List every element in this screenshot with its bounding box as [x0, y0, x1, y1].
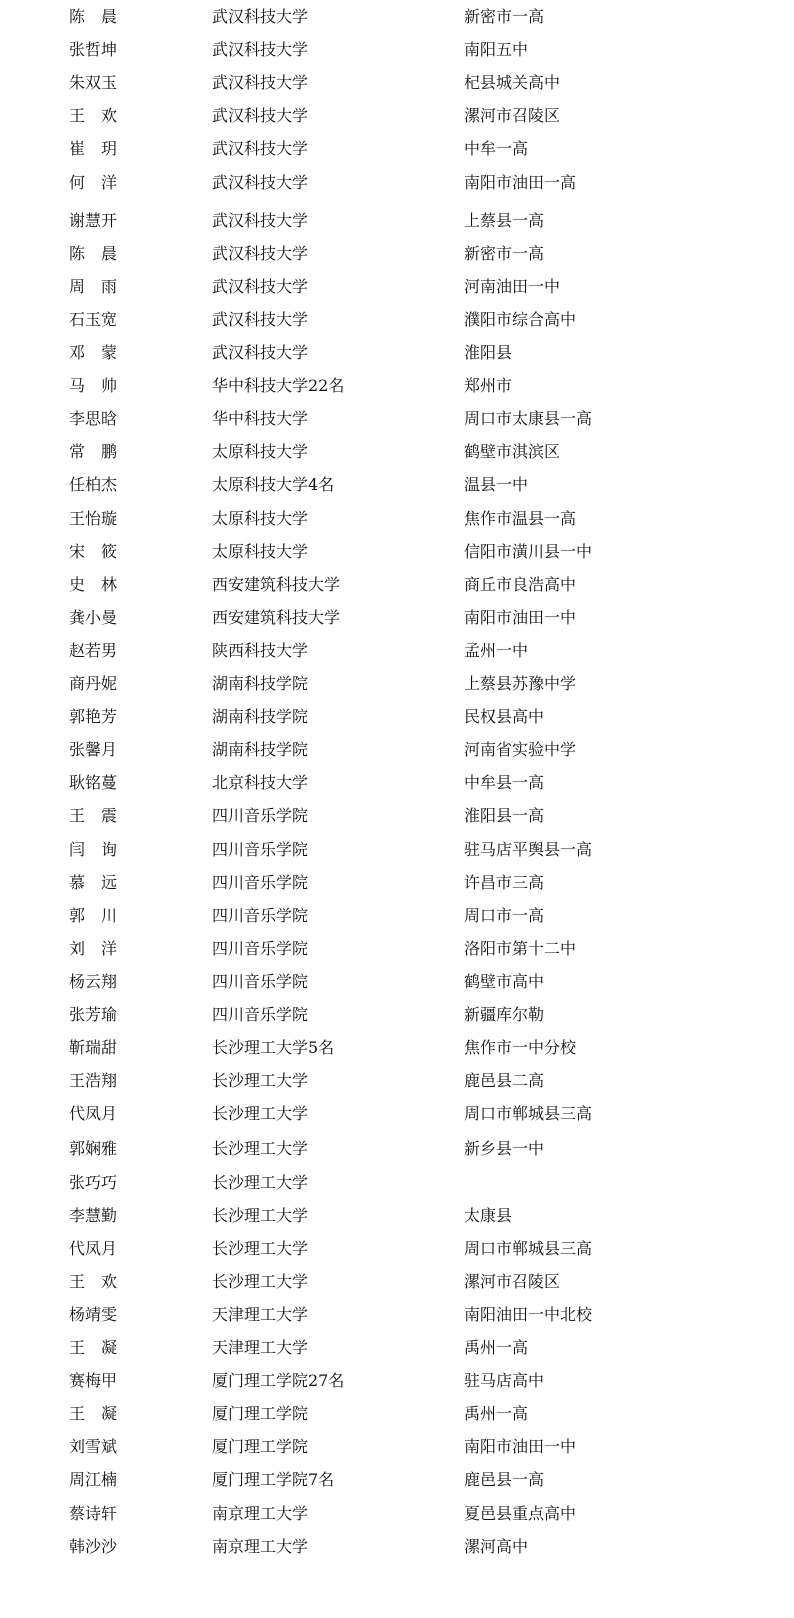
- table-row: [0, 4, 794, 30]
- student-name: 郭艳芳: [69, 707, 118, 727]
- admitted-school: 长沙理工大学: [212, 1104, 309, 1124]
- table-row: [0, 903, 794, 929]
- origin-school: 禹州一高: [464, 1404, 529, 1424]
- student-name: 崔 玥: [69, 139, 118, 159]
- student-name: 王 震: [69, 806, 118, 826]
- admitted-school: 太原科技大学: [212, 442, 309, 462]
- admitted-school: 陕西科技大学: [212, 640, 309, 660]
- table-row: [0, 1467, 794, 1493]
- origin-school: 禹州一高: [464, 1338, 529, 1357]
- admitted-school: 武汉科技大学: [212, 7, 309, 26]
- admitted-school: 长沙理工大学: [212, 1172, 309, 1192]
- student-name: 常 鹏: [69, 442, 118, 462]
- origin-school: 商丘市良浩高中: [464, 574, 577, 594]
- admitted-school: 武汉科技大学: [212, 343, 309, 362]
- origin-school: 中牟一高: [464, 139, 529, 159]
- student-name: 邓 蒙: [69, 343, 118, 362]
- student-name: 张巧巧: [69, 1172, 118, 1192]
- table-row: [0, 103, 794, 129]
- table-row: [0, 1434, 794, 1460]
- table-row: [0, 803, 794, 829]
- admitted-school: 四川音乐学院: [212, 971, 309, 991]
- student-name: 慕 远: [69, 872, 118, 892]
- student-name: 何 洋: [69, 172, 118, 192]
- origin-school: 孟州一中: [464, 640, 529, 660]
- table-row: [0, 1203, 794, 1229]
- student-name: 郭娴雅: [69, 1139, 118, 1159]
- table-row: [0, 737, 794, 763]
- origin-school: 漯河市召陵区: [464, 1271, 561, 1291]
- student-name: 杨云翔: [69, 971, 118, 991]
- table-row: [0, 136, 794, 162]
- origin-school: 杞县城关高中: [464, 73, 561, 93]
- origin-school: 南阳市油田一高: [464, 172, 577, 192]
- admitted-school: 太原科技大学: [212, 541, 309, 561]
- table-row: [0, 439, 794, 465]
- table-row: [0, 936, 794, 962]
- student-name: 代凤月: [69, 1104, 118, 1124]
- origin-school: 焦作市温县一高: [464, 508, 577, 528]
- admitted-school: 武汉科技大学: [212, 276, 309, 296]
- student-name: 赵若男: [69, 640, 118, 660]
- origin-school: 周口市郸城县三高: [464, 1104, 593, 1124]
- admitted-school: 天津理工大学: [212, 1338, 309, 1357]
- student-name: 谢慧开: [69, 210, 118, 230]
- admitted-school: 长沙理工大学: [212, 1238, 309, 1258]
- admitted-school: 南京理工大学: [212, 1503, 309, 1523]
- table-row: [0, 1170, 794, 1196]
- table-row: [0, 406, 794, 432]
- table-row: [0, 770, 794, 796]
- admitted-school: 厦门理工学院27名: [212, 1371, 345, 1391]
- admitted-school: 长沙理工大学: [212, 1071, 309, 1091]
- admitted-school: 四川音乐学院: [212, 839, 309, 859]
- admitted-school: 太原科技大学4名: [212, 475, 335, 495]
- admitted-school: 四川音乐学院: [212, 905, 309, 925]
- origin-school: 驻马店平舆县一高: [464, 839, 593, 859]
- table-row: [0, 340, 794, 366]
- student-name: 王 凝: [69, 1404, 118, 1424]
- origin-school: 许昌市三高: [464, 872, 545, 892]
- student-name: 王浩翔: [69, 1071, 118, 1091]
- origin-school: 南阳市油田一中: [464, 1437, 577, 1457]
- table-row: [0, 1002, 794, 1028]
- admitted-school: 湖南科技学院: [212, 740, 309, 760]
- table-row: [0, 1269, 794, 1295]
- table-row: [0, 1236, 794, 1262]
- student-name: 刘雪斌: [69, 1437, 118, 1457]
- admitted-school: 长沙理工大学: [212, 1271, 309, 1291]
- student-name: 陈 晨: [69, 243, 118, 263]
- student-name: 李思晗: [69, 409, 118, 429]
- admitted-school: 四川音乐学院: [212, 806, 309, 826]
- student-name: 王 欢: [69, 106, 118, 126]
- table-row: [0, 1101, 794, 1127]
- table-row: [0, 170, 794, 196]
- student-name: 石玉宽: [69, 309, 118, 329]
- table-row: [0, 1035, 794, 1061]
- student-name: 杨靖雯: [69, 1304, 118, 1324]
- student-name: 张馨月: [69, 740, 118, 760]
- admitted-school: 湖南科技学院: [212, 674, 309, 693]
- table-row: [0, 870, 794, 896]
- student-name: 闫 询: [69, 839, 118, 859]
- table-row: [0, 969, 794, 995]
- table-row: [0, 704, 794, 730]
- origin-school: 鹿邑县二高: [464, 1071, 545, 1091]
- admitted-school: 西安建筑科技大学: [212, 574, 341, 594]
- table-row: [0, 274, 794, 300]
- admitted-school: 厦门理工学院: [212, 1437, 309, 1457]
- origin-school: 上蔡县一高: [464, 210, 545, 230]
- student-name: 赛梅甲: [69, 1371, 118, 1391]
- student-name: 郭 川: [69, 905, 118, 925]
- origin-school: 新乡县一中: [464, 1139, 545, 1159]
- table-row: [0, 373, 794, 399]
- table-row: [0, 70, 794, 96]
- admitted-school: 厦门理工学院: [212, 1404, 309, 1424]
- admitted-school: 南京理工大学: [212, 1536, 309, 1556]
- origin-school: 周口市太康县一高: [464, 409, 593, 429]
- student-name: 陈 晨: [69, 7, 118, 26]
- origin-school: 民权县高中: [464, 707, 545, 727]
- origin-school: 漯河高中: [464, 1536, 529, 1556]
- origin-school: 淮阳县一高: [464, 806, 545, 826]
- origin-school: 鹤壁市淇滨区: [464, 442, 561, 462]
- origin-school: 温县一中: [464, 475, 529, 495]
- origin-school: 鹤壁市高中: [464, 971, 545, 991]
- admitted-school: 武汉科技大学: [212, 139, 309, 159]
- table-row: [0, 307, 794, 333]
- student-name: 刘 洋: [69, 938, 118, 958]
- table-row: [0, 472, 794, 498]
- admitted-school: 武汉科技大学: [212, 309, 309, 329]
- table-row: [0, 1534, 794, 1560]
- admitted-school: 华中科技大学22名: [212, 376, 345, 396]
- admitted-school: 武汉科技大学: [212, 243, 309, 263]
- origin-school: 漯河市召陵区: [464, 106, 561, 126]
- student-name: 蔡诗轩: [69, 1503, 118, 1523]
- admitted-school: 湖南科技学院: [212, 707, 309, 727]
- student-name: 耿铭蔓: [69, 773, 118, 793]
- table-row: [0, 37, 794, 63]
- student-name: 代凤月: [69, 1238, 118, 1258]
- admitted-school: 四川音乐学院: [212, 1005, 309, 1024]
- table-row: [0, 1368, 794, 1394]
- student-name: 王 凝: [69, 1338, 118, 1357]
- student-name: 靳瑞甜: [69, 1038, 118, 1058]
- origin-school: 新密市一高: [464, 7, 545, 26]
- student-name: 龚小曼: [69, 607, 118, 627]
- origin-school: 鹿邑县一高: [464, 1470, 545, 1490]
- table-row: [0, 1068, 794, 1094]
- origin-school: 周口市郸城县三高: [464, 1238, 593, 1258]
- origin-school: 濮阳市综合高中: [464, 309, 577, 329]
- admitted-school: 华中科技大学: [212, 409, 309, 429]
- table-row: [0, 506, 794, 532]
- origin-school: 南阳油田一中北校: [464, 1304, 593, 1324]
- origin-school: 信阳市潢川县一中: [464, 541, 593, 561]
- table-row: [0, 1302, 794, 1328]
- student-name: 张哲坤: [69, 40, 118, 60]
- admitted-school: 武汉科技大学: [212, 210, 309, 230]
- admitted-school: 武汉科技大学: [212, 40, 309, 60]
- admitted-school: 长沙理工大学: [212, 1205, 309, 1225]
- table-row: [0, 671, 794, 697]
- student-name: 宋 筱: [69, 541, 118, 561]
- origin-school: 南阳五中: [464, 40, 529, 60]
- origin-school: 淮阳县: [464, 343, 513, 362]
- table-row: [0, 208, 794, 234]
- origin-school: 新密市一高: [464, 243, 545, 263]
- origin-school: 上蔡县苏豫中学: [464, 674, 577, 693]
- student-name: 马 帅: [69, 376, 118, 396]
- student-name: 王 欢: [69, 1271, 118, 1291]
- table-row: [0, 1501, 794, 1527]
- origin-school: 南阳市油田一中: [464, 607, 577, 627]
- admitted-school: 四川音乐学院: [212, 872, 309, 892]
- origin-school: 河南油田一中: [464, 276, 561, 296]
- student-name: 史 林: [69, 574, 118, 594]
- student-name: 商丹妮: [69, 674, 118, 693]
- table-row: [0, 837, 794, 863]
- admitted-school: 西安建筑科技大学: [212, 607, 341, 627]
- student-name: 周 雨: [69, 276, 118, 296]
- table-row: [0, 605, 794, 631]
- student-name: 周江楠: [69, 1470, 118, 1490]
- table-row: [0, 241, 794, 267]
- table-row: [0, 539, 794, 565]
- student-name: 李慧勤: [69, 1205, 118, 1225]
- table-row: [0, 572, 794, 598]
- table-row: [0, 1401, 794, 1427]
- student-name: 朱双玉: [69, 73, 118, 93]
- origin-school: 周口市一高: [464, 905, 545, 925]
- student-name: 韩沙沙: [69, 1536, 118, 1556]
- student-name: 张芳瑜: [69, 1005, 118, 1024]
- origin-school: 郑州市: [464, 376, 513, 396]
- admitted-school: 武汉科技大学: [212, 172, 309, 192]
- origin-school: 太康县: [464, 1205, 513, 1225]
- admitted-school: 武汉科技大学: [212, 106, 309, 126]
- table-row: [0, 1136, 794, 1162]
- table-row: [0, 638, 794, 664]
- admitted-school: 太原科技大学: [212, 508, 309, 528]
- origin-school: 焦作市一中分校: [464, 1038, 577, 1058]
- table-row: [0, 1335, 794, 1361]
- student-name: 任柏杰: [69, 475, 118, 495]
- origin-school: 洛阳市第十二中: [464, 938, 577, 958]
- admitted-school: 长沙理工大学: [212, 1139, 309, 1159]
- origin-school: 夏邑县重点高中: [464, 1503, 577, 1523]
- origin-school: 驻马店高中: [464, 1371, 545, 1391]
- student-name: 王怡璇: [69, 508, 118, 528]
- admitted-school: 四川音乐学院: [212, 938, 309, 958]
- admitted-school: 天津理工大学: [212, 1304, 309, 1324]
- origin-school: 河南省实验中学: [464, 740, 577, 760]
- admitted-school: 厦门理工学院7名: [212, 1470, 335, 1490]
- origin-school: 新疆库尔勒: [464, 1005, 545, 1024]
- admitted-school: 长沙理工大学5名: [212, 1038, 335, 1058]
- admitted-school: 北京科技大学: [212, 773, 309, 793]
- admitted-school: 武汉科技大学: [212, 73, 309, 93]
- origin-school: 中牟县一高: [464, 773, 545, 793]
